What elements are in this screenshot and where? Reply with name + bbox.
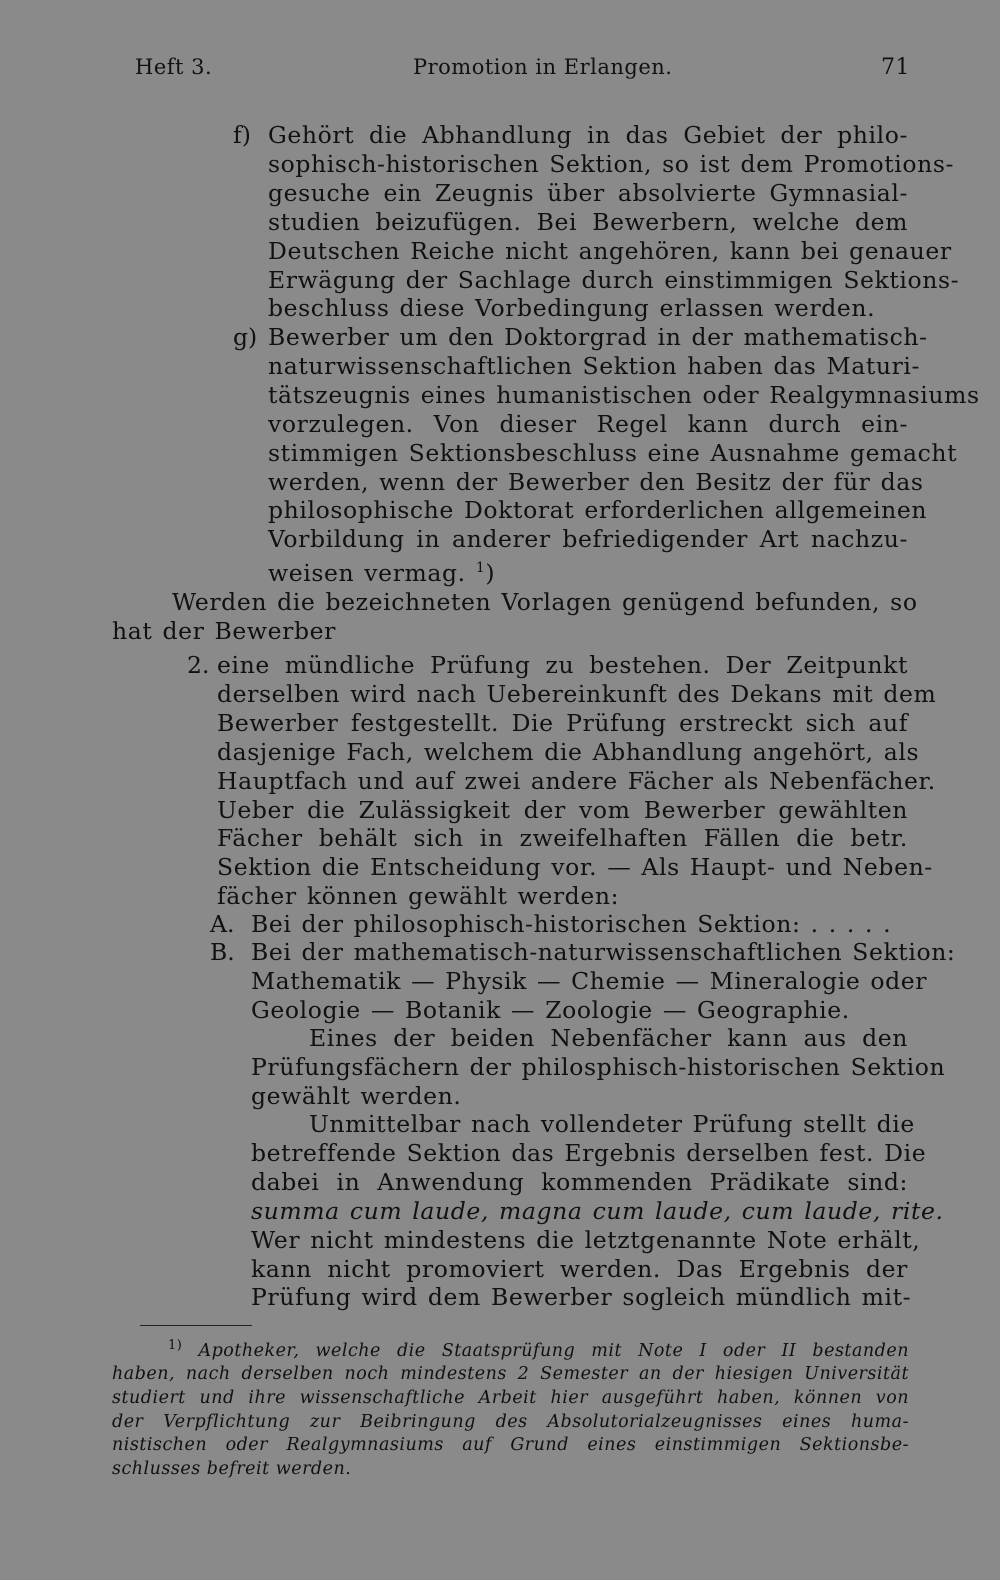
footnote: [112, 1334, 909, 1481]
text-line: gesuche ein Zeugnis über absolvierte Gymnasial-: [268, 178, 908, 207]
text-fragment: weisen vermag.: [268, 559, 466, 588]
text-line: derselben wird nach Uebereinkunft des Dekans mit dem: [217, 679, 937, 708]
intro-paragraph: [112, 588, 918, 646]
text-line: Ueber die Zulässigkeit der vom Bewerber gewählten: [217, 795, 908, 824]
text-line: Bewerber um den Doktorgrad in der mathematisch-: [268, 323, 928, 351]
predicates-line: [251, 1196, 944, 1226]
item-b-paragraph: [251, 938, 956, 1025]
footnote-line: studiert und ihre wissenschaftliche Arbeit hier ausgeführt haben, können von: [112, 1388, 909, 1409]
text-line: kann nicht promoviert werden. Das Ergebnis der: [251, 1254, 908, 1283]
text-line: eine mündliche Prüfung zu bestehen. Der Zeitpunkt: [217, 651, 908, 679]
text-line: [268, 554, 908, 588]
item-f-paragraph: [268, 121, 960, 323]
footnote-line: nistischen oder Realgymnasiums auf Grund eines einstimmigen Sektionsbe-: [112, 1435, 909, 1456]
item-2-marker: 2.: [187, 651, 210, 679]
text-line: betreffende Sektion das Ergebnis derselben fest. Die: [251, 1138, 927, 1167]
text-line: naturwissenschaftlichen Sektion haben das Maturi-: [268, 351, 921, 380]
item-b-marker: B.: [210, 938, 235, 966]
text-line: Werden die bezeichneten Vorlagen genügend befunden, so: [172, 588, 918, 616]
result-paragraph: [251, 1110, 944, 1312]
text-line: Bei der philosophisch-historischen Sektion: . . . . .: [251, 910, 892, 938]
text-line: Gehört die Abhandlung in das Gebiet der philo-: [268, 121, 908, 149]
predicates-text: summa cum laude, magna cum laude, cum laude, rite.: [251, 1196, 944, 1225]
footnote-line: schlusses befreit werden.: [112, 1458, 352, 1479]
item-a-marker: A.: [210, 910, 235, 938]
text-line: Geologie — Botanik — Zoologie — Geographie.: [251, 995, 850, 1024]
footnote-marker: 1): [168, 1338, 183, 1353]
footnote-divider: [140, 1325, 252, 1326]
text-line: Hauptfach und auf zwei andere Fächer als Nebenfächer.: [217, 766, 936, 795]
running-header: [135, 55, 910, 87]
item-g-marker: g): [233, 323, 258, 351]
text-line: Fächer behält sich in zweifelhaften Fällen die betr.: [217, 824, 908, 853]
footnote-ref: 1: [475, 560, 486, 577]
text-line: beschluss diese Vorbedingung erlassen werden.: [268, 294, 876, 323]
text-line: Mathematik — Physik — Chemie — Mineralogie oder: [251, 966, 928, 995]
header-title: Promotion in Erlangen.: [413, 55, 673, 79]
text-line: Bei der mathematisch-naturwissenschaftlichen Sektion:: [251, 938, 956, 966]
footnote-line: der Verpflichtung zur Beibringung des Absolutorialzeugnisses eines huma-: [112, 1411, 909, 1432]
header-issue: Heft 3.: [135, 55, 213, 79]
text-line: dasjenige Fach, welchem die Abhandlung angehört, als: [217, 737, 920, 766]
footnote-line: haben, nach derselben noch mindestens 2 Semester an der hiesigen Universität: [112, 1364, 909, 1385]
text-line: fächer können gewählt werden:: [217, 882, 620, 911]
text-line: stimmigen Sektionsbeschluss eine Ausnahme gemacht: [268, 438, 958, 467]
item-f-marker: f): [233, 121, 251, 149]
text-line: Wer nicht mindestens die letztgenannte Note erhält,: [251, 1225, 921, 1254]
text-line: vorzulegen. Von dieser Regel kann durch ein-: [268, 409, 908, 438]
text-line: Bewerber festgestellt. Die Prüfung erstreckt sich auf: [217, 708, 908, 737]
text-line: studien beizufügen. Bei Bewerbern, welche dem: [268, 207, 908, 236]
text-line: dabei in Anwendung kommenden Prädikate sind:: [251, 1167, 908, 1196]
item-2-paragraph: [217, 651, 937, 911]
text-line: sophisch-historischen Sektion, so ist dem Promotions-: [268, 149, 955, 178]
text-line: Vorbildung in anderer befriedigender Art nachzu-: [268, 525, 908, 554]
item-a-paragraph: [251, 910, 908, 939]
text-line: philosophische Doktorat erforderlichen allgemeinen: [268, 496, 928, 525]
footnote-ref-paren: ): [485, 559, 496, 588]
text-line: gewählt werden.: [251, 1081, 462, 1110]
text-line: werden, wenn der Bewerber den Besitz der für das: [268, 467, 924, 496]
text-line: tätszeugnis eines humanistischen oder Realgymnasiums: [268, 380, 980, 409]
text-line: Prüfung wird dem Bewerber sogleich mündlich mit-: [251, 1283, 912, 1312]
text-line: Unmittelbar nach vollendeter Prüfung stellt die: [309, 1110, 915, 1138]
text-line: Prüfungsfächern der philosphisch-historischen Sektion: [251, 1052, 946, 1081]
text-line: Eines der beiden Nebenfächer kann aus den: [309, 1024, 908, 1052]
footnote-text: Apotheker, welche die Staatsprüfung mit Note I oder II bestanden: [198, 1340, 909, 1361]
text-line: Sektion die Entscheidung vor. — Als Haupt- und Neben-: [217, 853, 933, 882]
text-line: Deutschen Reiche nicht angehören, kann bei genauer: [268, 236, 952, 265]
nebenfach-paragraph: [251, 1024, 946, 1111]
footnote-line: [112, 1334, 909, 1363]
text-line: hat der Bewerber: [112, 616, 336, 645]
text-line: Erwägung der Sachlage durch einstimmigen Sektions-: [268, 265, 960, 294]
item-g-paragraph: [268, 323, 980, 588]
page-number: 71: [881, 55, 910, 80]
